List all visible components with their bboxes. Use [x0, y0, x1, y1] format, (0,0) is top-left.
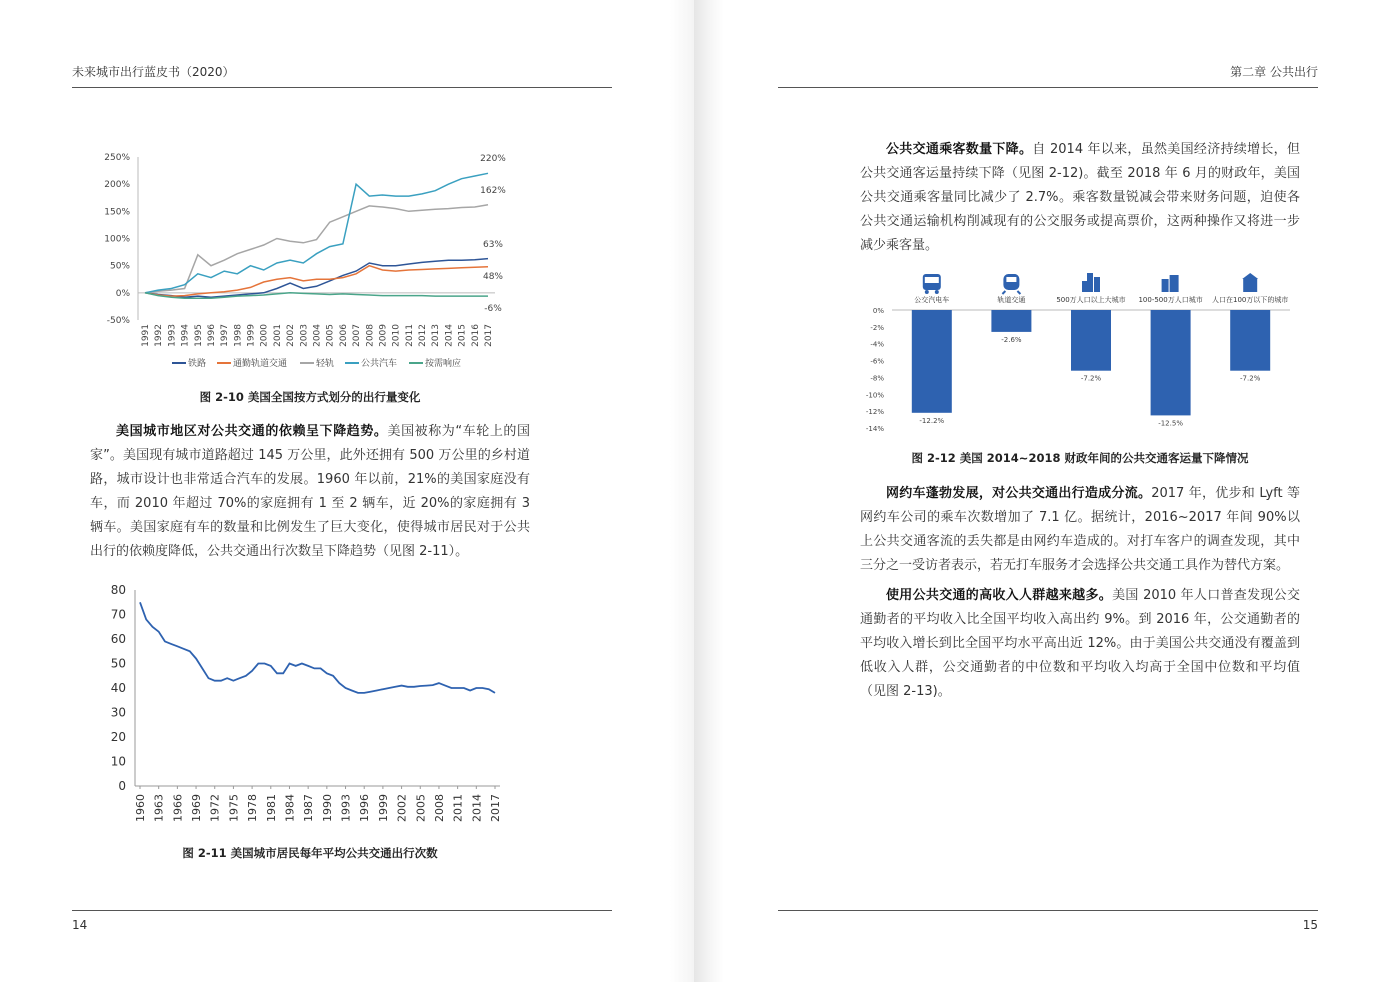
- x-tick-label: 1972: [208, 794, 222, 822]
- y-tick-label: -14%: [865, 425, 884, 433]
- bar-value-label: -7.2%: [1240, 374, 1261, 383]
- legend-label: 公共汽车: [361, 359, 398, 369]
- bar-value-label: -7.2%: [1080, 374, 1102, 383]
- x-tick-label: 1981: [264, 794, 278, 822]
- train-rail: [1002, 291, 1005, 294]
- y-tick-label: 200%: [104, 180, 130, 191]
- x-tick-label: 2014: [444, 324, 455, 347]
- y-tick-label: 60: [110, 632, 126, 646]
- bar: [991, 310, 1031, 332]
- left-page: [0, 0, 694, 982]
- y-tick-label: 20: [110, 730, 126, 744]
- train-window: [1006, 277, 1016, 282]
- paragraph-lead: 公共交通乘客数量下降。: [886, 142, 1033, 157]
- legend-label: 轻轨: [316, 359, 335, 369]
- building-roof: [1242, 273, 1258, 279]
- gutter-shadow: [670, 0, 696, 982]
- building: [1243, 279, 1257, 292]
- train-rail: [1017, 291, 1020, 294]
- bar: [1151, 310, 1191, 415]
- x-tick-label: 1984: [283, 794, 297, 822]
- x-tick-label: 1990: [320, 794, 334, 822]
- legend-label: 按需响应: [425, 359, 462, 369]
- x-tick-label: 2008: [432, 794, 446, 822]
- x-tick-label: 1998: [233, 324, 244, 347]
- figure-2-11-caption: 图 2-11 美国城市居民每年平均公共交通出行次数: [182, 846, 438, 860]
- x-tick-label: 1993: [339, 794, 353, 822]
- x-tick-label: 1997: [220, 324, 231, 347]
- x-tick-label: 1966: [171, 794, 185, 822]
- bar: [912, 310, 952, 413]
- x-tick-label: 2006: [338, 324, 349, 347]
- y-tick-label: -8%: [870, 374, 884, 383]
- x-tick-label: 1993: [167, 324, 178, 347]
- x-tick-label: 2000: [259, 324, 270, 347]
- y-tick-label: 30: [110, 705, 126, 720]
- x-tick-label: 1992: [154, 324, 165, 347]
- x-tick-label: 2002: [286, 324, 297, 347]
- y-tick-label: -50%: [106, 316, 130, 326]
- y-tick-label: 10: [110, 754, 126, 769]
- x-tick-label: 1987: [302, 794, 316, 822]
- figure-2-11-chart: [90, 578, 520, 828]
- legend-label: 通勤轨道交通: [233, 359, 288, 369]
- x-tick-label: 2017: [484, 324, 494, 347]
- bus-wheel: [925, 290, 929, 294]
- bar: [1071, 310, 1111, 371]
- x-tick-label: 2011: [404, 324, 415, 347]
- x-tick-label: 1991: [141, 324, 151, 347]
- city-large-icon: [1082, 273, 1100, 292]
- running-header: 未来城市出行蓝皮书（2020）: [72, 65, 235, 79]
- x-tick-label: 2001: [272, 324, 283, 347]
- y-tick-label: -6%: [870, 357, 884, 366]
- body-paragraph-2: [860, 482, 1300, 578]
- bar-value-label: -12.5%: [1158, 419, 1183, 428]
- x-tick-label: 2008: [365, 324, 376, 347]
- series-end-label: -6%: [484, 304, 502, 314]
- y-tick-label: -12%: [865, 408, 884, 417]
- footer-rule: [72, 910, 612, 911]
- header-rule: [778, 87, 1318, 88]
- x-tick-label: 1996: [358, 794, 372, 822]
- series-line-trips: [140, 602, 495, 693]
- figure-2-12-chart: [860, 268, 1300, 440]
- x-tick-label: 2013: [431, 324, 442, 347]
- header-rule: [72, 87, 612, 88]
- series-end-label: 63%: [482, 240, 504, 250]
- series-end-label: 220%: [480, 154, 506, 164]
- train-icon: [1002, 274, 1020, 294]
- y-tick-label: 80: [110, 583, 126, 597]
- paragraph-lead: 使用公共交通的高收入人群越来越多。: [886, 588, 1113, 603]
- x-tick-label: 1963: [152, 794, 166, 822]
- running-header: 第二章 公共出行: [1230, 65, 1318, 79]
- y-tick-label: -2%: [870, 323, 884, 332]
- x-tick-label: 2011: [451, 794, 465, 822]
- x-tick-label: 2007: [352, 324, 363, 347]
- category-label: 公交汽电车: [914, 296, 950, 304]
- x-tick-label: 2016: [470, 324, 481, 347]
- x-tick-label: 2012: [418, 324, 429, 347]
- x-tick-label: 2014: [470, 794, 484, 822]
- y-tick-label: 100%: [104, 234, 130, 245]
- x-tick-label: 2002: [395, 794, 409, 822]
- x-tick-label: 2004: [312, 324, 323, 347]
- paragraph-text: 2017 年，优步和 Lyft 等网约车公司的乘车次数增加了 7.1 亿。据统计，2016~2017 年间 90%以上公共交通客流的丢失都是由网约车造成的。对打车客户的调查发现，其中三分之一受访者表示，若无打车服务才会选择公共交通工具作为替代方案。: [860, 486, 1300, 573]
- x-tick-label: 1978: [246, 794, 260, 822]
- category-label: 人口在100万以下的城市: [1212, 296, 1289, 304]
- x-tick-label: 2015: [457, 324, 468, 347]
- x-tick-label: 1995: [193, 324, 204, 347]
- x-tick-label: 1960: [134, 794, 147, 822]
- y-tick-label: 150%: [104, 207, 130, 218]
- city-small-icon: [1242, 273, 1258, 292]
- x-tick-label: 2017: [489, 794, 502, 822]
- paragraph-lead: 网约车蓬勃发展，对公共交通出行造成分流。: [886, 486, 1152, 501]
- category-label: 轨道交通: [997, 296, 1026, 304]
- y-tick-label: -10%: [865, 391, 884, 400]
- building: [1162, 279, 1169, 292]
- building: [1087, 273, 1093, 292]
- x-tick-label: 1999: [246, 324, 257, 347]
- y-tick-label: 40: [110, 681, 126, 695]
- x-tick-label: 2009: [378, 324, 389, 347]
- y-tick-label: 0%: [115, 288, 130, 299]
- series-end-label: 162%: [480, 186, 506, 196]
- page-number: 14: [72, 918, 88, 932]
- body-paragraph-1: [860, 138, 1300, 258]
- category-label: 100-500万人口城市: [1138, 296, 1203, 304]
- paragraph-lead: 美国城市地区对公共交通的依赖呈下降趋势。: [116, 424, 388, 439]
- y-tick-label: 70: [110, 607, 126, 622]
- y-tick-label: 250%: [104, 153, 130, 163]
- building: [1170, 275, 1179, 292]
- x-tick-label: 1999: [376, 794, 390, 822]
- bus-icon: [923, 274, 941, 294]
- bar: [1230, 310, 1270, 371]
- y-tick-label: 0: [118, 779, 126, 793]
- paragraph-text: 美国 2010 年人口普查发现公交通勤者的平均收入比全国平均收入高出约 9%。到 2016 年，公交通勤者的平均收入增长到比全国平均水平高出近 12%。由于美国公共交通没有覆盖到低收入人群，公交通勤者的中位数和平均收入均高于全国中位数和平均值（见图 2-13)。: [860, 588, 1300, 699]
- y-tick-label: 0%: [872, 307, 884, 315]
- bus-window: [925, 277, 939, 283]
- figure-2-10-caption: 图 2-10 美国全国按方式划分的出行量变化: [199, 390, 421, 404]
- figure-2-10-chart: [90, 145, 530, 375]
- y-tick-label: 50%: [109, 261, 130, 272]
- paragraph-text: 美国被称为“车轮上的国家”。美国现有城市道路超过 145 万公里，此外还拥有 500 万公里的乡村道路，城市设计也非常适合汽车的发展。1960 年以前，21%的美国家庭没有车，而 2010 年超过 70%的家庭拥有 1 至 2 辆车，近 20%的家庭拥有 3 辆车。美国家庭有车的数量和比例发生了巨大变化，使得城市居民对于公共出行的依赖度降低，公共交通出行次数呈下降趋势（见图 2-11）。: [90, 424, 530, 559]
- x-tick-label: 1975: [227, 794, 241, 822]
- x-tick-label: 1994: [180, 324, 191, 347]
- y-tick-label: -4%: [870, 340, 884, 349]
- category-label: 500万人口以上大城市: [1056, 296, 1126, 304]
- figure-2-12-caption: 图 2-12 美国 2014~2018 财政年间的公共交通客运量下降情况: [911, 451, 1249, 465]
- page-number: 15: [1302, 918, 1318, 932]
- footer-rule: [778, 910, 1318, 911]
- building: [1094, 277, 1100, 292]
- x-tick-label: 2010: [391, 324, 402, 347]
- paragraph-text: 自 2014 年以来，虽然美国经济持续增长，但公共交通客运量持续下降（见图 2-12)。截至 2018 年 6 月的财政年，美国公共交通乘客量同比减少了 2.7%。乘客数量锐减会带来财务问题，迫使各公共交通运输机构削减现有的公交服务或提高票价，这两种操作又将进一步减少乘客量。: [860, 142, 1300, 253]
- x-tick-label: 1996: [206, 324, 217, 347]
- right-page: [696, 0, 1390, 982]
- x-tick-label: 2003: [299, 324, 310, 347]
- x-tick-label: 2005: [414, 794, 428, 822]
- bus-wheel: [935, 290, 939, 294]
- x-tick-label: 1969: [190, 794, 204, 822]
- y-tick-label: 50: [110, 656, 126, 671]
- bar-value-label: -2.6%: [1001, 335, 1022, 344]
- body-paragraph-3: [860, 584, 1300, 704]
- bar-value-label: -12.2%: [919, 416, 945, 425]
- building: [1082, 281, 1087, 292]
- series-end-label: 48%: [482, 272, 504, 282]
- city-medium-icon: [1162, 275, 1179, 292]
- series-line-通勤轨道交通: [145, 266, 488, 296]
- series-line-公共汽车: [145, 173, 488, 292]
- body-paragraph-1: [90, 420, 530, 564]
- series-line-铁路: [145, 259, 488, 298]
- legend-label: 铁路: [188, 359, 207, 369]
- x-tick-label: 2005: [325, 324, 336, 347]
